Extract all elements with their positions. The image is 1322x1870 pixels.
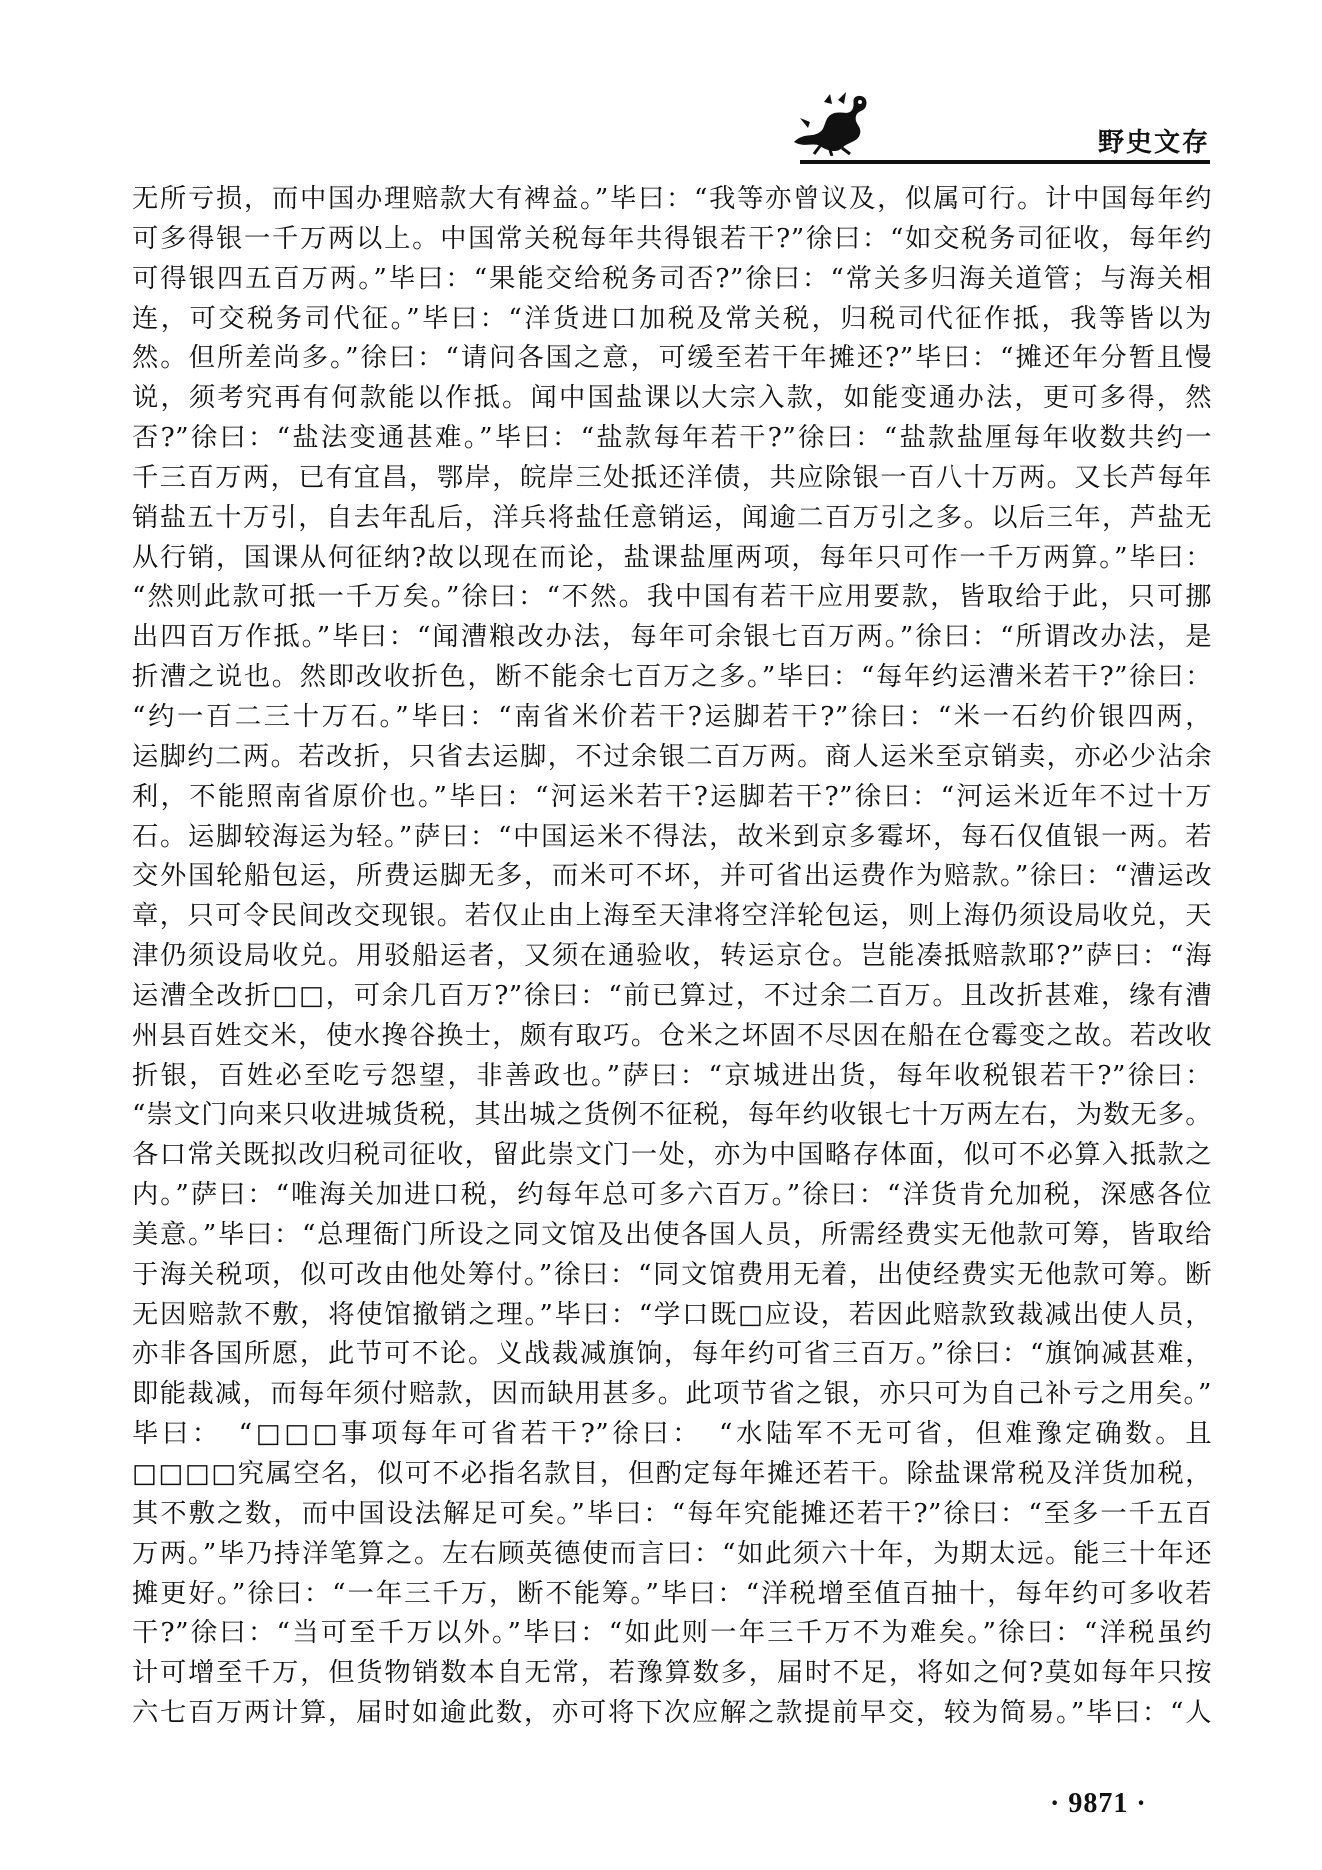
text-line: 从行销，国课从何征纳?故以现在而论，盐课盐厘两项，每年只可作一千万两算。”毕曰： [132, 542, 1212, 573]
text-line: 折银，百姓必至吃亏怨望，非善政也。”萨曰：“京城进出货，每年收税银若干?”徐曰： [132, 1060, 1212, 1091]
text-line: 即能裁减，而每年须付赔款，因而缺用甚多。此项节省之银，亦只可为自己补亏之用矣。” [132, 1379, 1212, 1410]
text-line: “约一百二三十万石。”毕曰：“南省米价若干?运脚若干?”徐曰：“米一石约价银四两， [132, 701, 1212, 732]
page-header [0, 0, 1322, 160]
text-line: 利，不能照南省原价也。”毕曰：“河运米若干?运脚若干?”徐曰：“河运米近年不过十万 [132, 781, 1212, 812]
text-line: 毕曰： “□□□事项每年可省若干?”徐曰： “水陆军不无可省，但难豫定确数。且 [132, 1419, 1212, 1450]
text-line: 销盐五十万引，自去年乱后，洋兵将盐任意销运，闻逾二百万引之多。以后三年，芦盐无 [132, 502, 1212, 533]
text-line: 然。但所差尚多。”徐曰：“请问各国之意，可缓至若干年摊还?”毕曰：“摊还年分暂且慢 [132, 343, 1212, 374]
text-line: 万两。”毕乃持洋笔算之。左右顾英德使而言曰：“如此须六十年，为期太远。能三十年还 [132, 1538, 1212, 1569]
text-line: 美意。”毕曰：“总理衙门所设之同文馆及出使各国人员，所需经费实无他款可筹，皆取给 [132, 1219, 1212, 1250]
text-line: 石。运脚较海运为轻。”萨曰：“中国运米不得法，故米到京多霉坏，每石仅值银一两。若 [132, 821, 1212, 852]
text-line: 运脚约二两。若改折，只省去运脚，不过余银二百万两。商人运米至京销卖，亦必少沾余 [132, 741, 1212, 772]
page-number: · 9871 · [1050, 1788, 1147, 1819]
text-line: 于海关税项，似可改由他处筹付。”徐曰：“同文馆费用无着，出使经费实无他款可筹。断 [132, 1259, 1212, 1290]
header-divider [800, 160, 1210, 164]
text-line: “然则此款可抵一千万矣。”徐曰：“不然。我中国有若干应用要款，皆取给于此，只可挪 [132, 582, 1212, 613]
text-line: 内。”萨曰：“唯海关加进口税，约每年总可多六百万。”徐曰：“洋货肯允加税，深感各位 [132, 1180, 1212, 1211]
text-line: 千三百万两，已有宜昌，鄂岸，皖岸三处抵还洋债，共应除银一百八十万两。又长芦每年 [132, 462, 1212, 493]
text-line: 可多得银一千万两以上。中国常关税每年共得银若干?”徐曰：“如交税务司征收，每年约 [132, 223, 1212, 254]
text-line: 津仍须设局收兑。用驳船运者，又须在通验收，转运京仓。岂能凑抵赔款耶?”萨曰：“海 [132, 941, 1212, 972]
text-line: 干?”徐曰：“当可至千万以外。”毕曰：“如此则一年三千万不为难矣。”徐曰：“洋税虽约 [132, 1618, 1212, 1649]
body-text [132, 180, 1212, 1734]
text-line: □□□□究属空名，似可不必指名款目，但酌定每年摊还若干。除盐课常税及洋货加税， [132, 1459, 1212, 1489]
text-line: 州县百姓交米，使水搀谷换士，颇有取巧。仓米之坏固不尽因在船在仓霉变之故。若改收 [132, 1020, 1212, 1051]
text-line: 说，须考究再有何款能以作抵。闻中国盐课以大宗入款，如能变通办法，更可多得，然 [132, 383, 1212, 414]
text-line: 章，只可令民间改交现银。若仅止由上海至天津将空洋轮包运，则上海仍须设局收兑，天 [132, 901, 1212, 932]
text-line: 计可增至千万，但货物销数本自无常，若豫算数多，届时不足，将如之何?莫如每年只按 [132, 1658, 1212, 1689]
header-title: 野史文存 [1098, 128, 1211, 158]
text-line: 出四百万作抵。”毕曰：“闻漕粮改办法，每年可余银七百万两。”徐曰：“所谓改办法，是 [132, 622, 1212, 653]
text-line: 各口常关既拟改归税司征收，留此崇文门一处，亦为中国略存体面，似可不必算入抵款之 [132, 1140, 1212, 1171]
text-line: “崇文门向来只收进城货税，其出城之货例不征税，每年约收银七十万两左右，为数无多。 [132, 1100, 1212, 1131]
text-line: 交外国轮船包运，所费运脚无多，而米可不坏，并可省出运费作为赔款。”徐曰：“漕运改 [132, 861, 1212, 892]
text-line: 运漕全改折□□，可余几百万?”徐曰：“前已算过，不过余二百万。且改折甚难，缘有漕 [132, 980, 1212, 1011]
text-line: 否?”徐曰：“盐法变通甚难。”毕曰：“盐款每年若干?”徐曰：“盐款盐厘每年收数共约一 [132, 423, 1212, 454]
text-line: 摊更好。”徐曰：“一年三千万，断不能筹。”毕曰：“洋税增至值百抽十，每年约可多收若 [132, 1578, 1212, 1609]
text-line: 折漕之说也。然即改收折色，断不能余七百万之多。”毕曰：“每年约运漕米若干?”徐曰： [132, 662, 1212, 693]
text-line: 六七百万两计算，届时如逾此数，亦可将下次应解之款提前早交，较为简易。”毕曰：“人 [132, 1698, 1212, 1729]
text-line: 亦非各国所愿，此节可不论。义战裁减旗饷，每年约可省三百万。”徐曰：“旗饷减甚难， [132, 1339, 1212, 1370]
text-line: 无因赔款不敷，将使馆撤销之理。”毕曰：“学口既□应设，若因此赔款致裁减出使人员， [132, 1299, 1212, 1330]
text-line: 可得银四五百万两。”毕曰：“果能交给税务司否?”徐曰：“常关多归海关道管；与海关相 [132, 263, 1212, 294]
dragon-emblem-icon [790, 92, 872, 156]
text-line: 连，可交税务司代征。”毕曰：“洋货进口加税及常关税，归税司代征作抵，我等皆以为 [132, 303, 1212, 334]
text-line: 其不敷之数，而中国设法解足可矣。”毕曰：“每年究能摊还若干?”徐曰：“至多一千五百 [132, 1498, 1212, 1529]
text-line: 无所亏损，而中国办理赔款大有裨益。”毕曰：“我等亦曾议及，似属可行。计中国每年约 [132, 184, 1212, 214]
